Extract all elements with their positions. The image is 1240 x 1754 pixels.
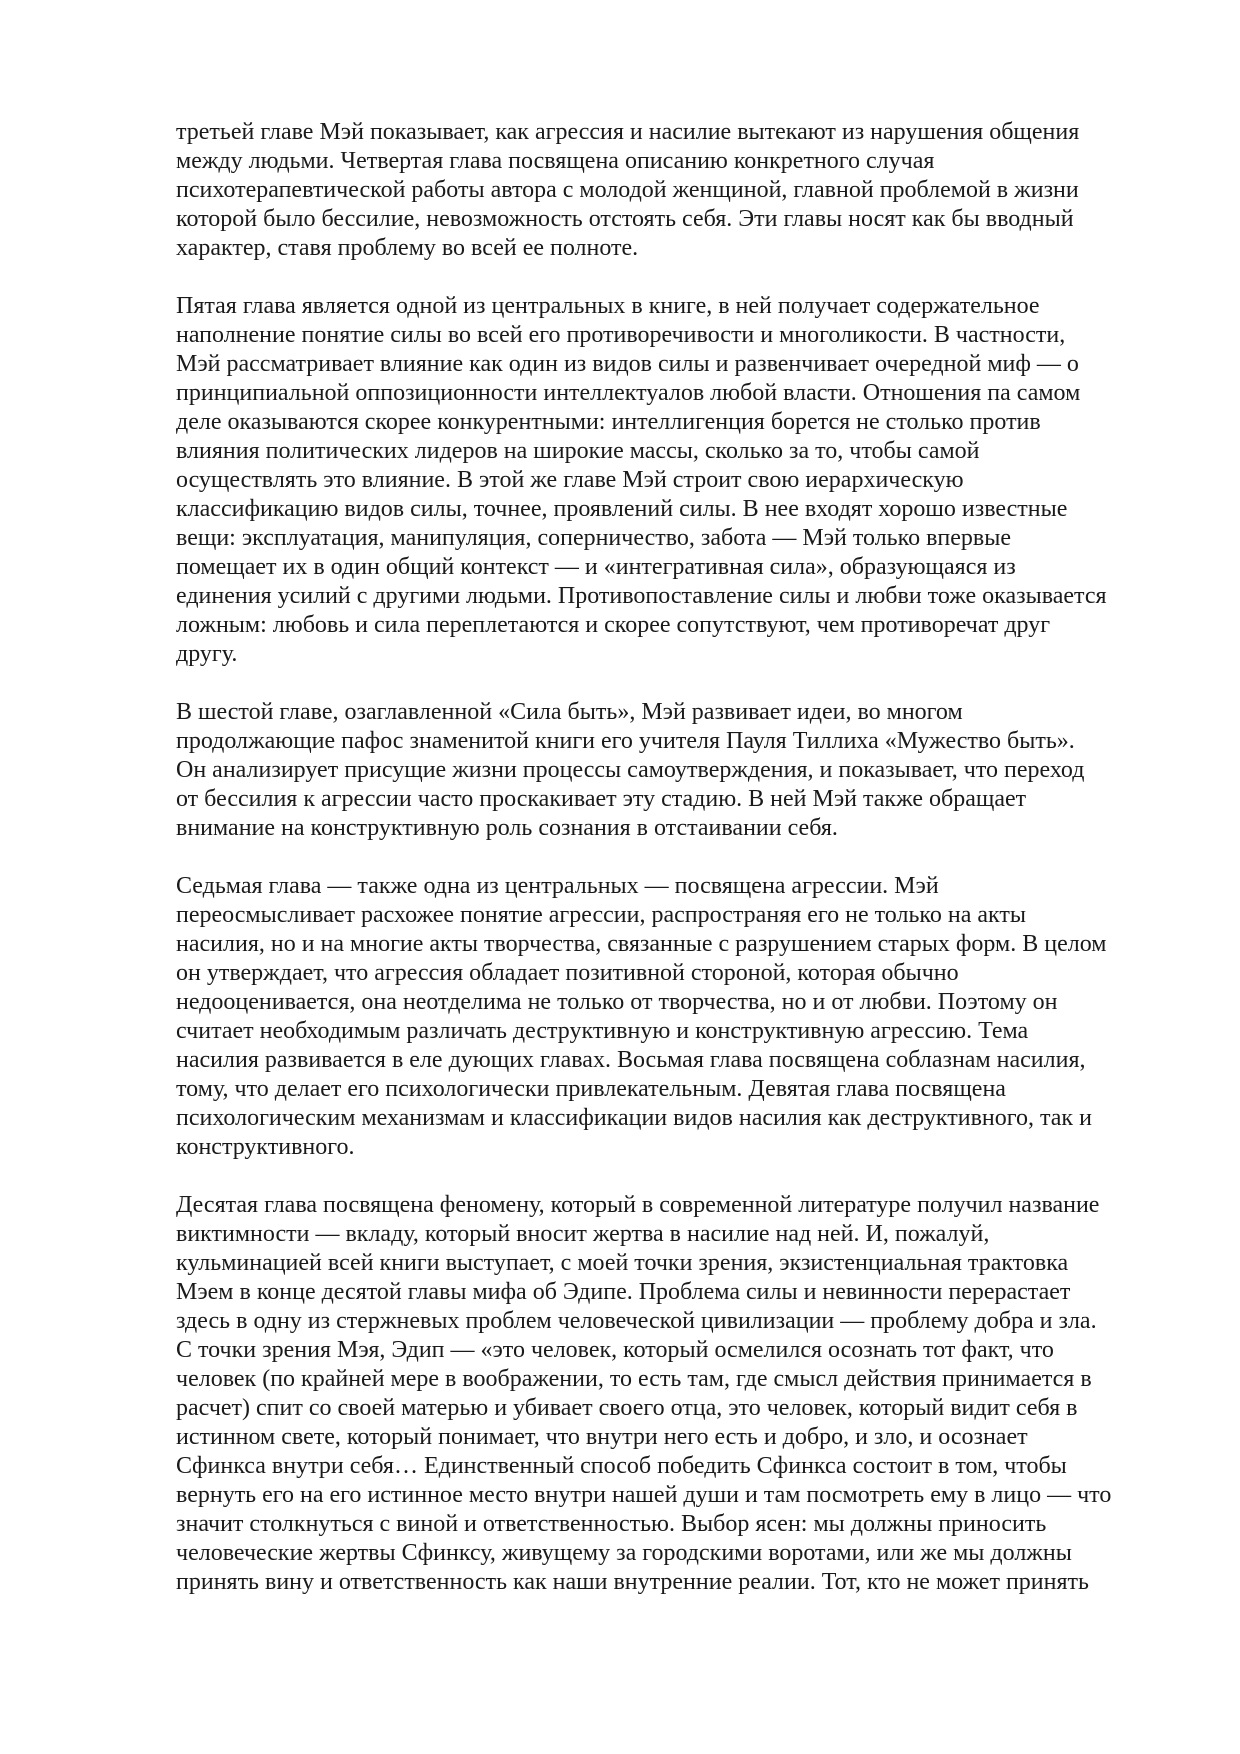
text-line: помещает их в один общий контекст — и «интегративная сила», образующаяся из: [176, 554, 1016, 580]
text-line: Седьмая глава — также одна из центральных — посвящена агрессии. Мэй: [176, 873, 939, 899]
text-line: классификацию видов силы, точнее, проявлений силы. В нее входят хорошо известные: [176, 496, 1068, 522]
paragraph-4: [176, 872, 1166, 1162]
text-line: переосмысливает расхожее понятие агрессии, распространяя его не только на акты: [176, 902, 1026, 928]
text-line: другу.: [176, 641, 238, 667]
paragraph-1: [176, 118, 1166, 263]
text-line: психологическим механизмам и классификации видов насилия как деструктивного, так и: [176, 1105, 1092, 1131]
document-page: [176, 118, 1166, 1626]
text-line: здесь в одну из стержневых проблем человеческой цивилизации — проблему добра и зла.: [176, 1308, 1097, 1334]
text-line: Мэй рассматривает влияние как один из видов силы и развенчивает очередной миф — о: [176, 351, 1079, 377]
text-line: деле оказываются скорее конкурентными: интеллигенция борется не столько против: [176, 409, 1041, 435]
text-line: Мэем в конце десятой главы мифа об Эдипе. Проблема силы и невинности перерастает: [176, 1279, 1071, 1305]
text-line: Десятая глава посвящена феномену, который в современной литературе получил название: [176, 1192, 1100, 1218]
text-line: считает необходимым различать деструктивную и конструктивную агрессию. Тема: [176, 1018, 1029, 1044]
text-line: недооценивается, она неотделима не только от творчества, но и от любви. Поэтому он: [176, 989, 1058, 1015]
text-line: третьей главе Мэй показывает, как агрессия и насилие вытекают из нарушения общения: [176, 119, 1080, 145]
text-line: вещи: эксплуатация, манипуляция, соперничество, забота — Мэй только впервые: [176, 525, 1012, 551]
text-line: психотерапевтической работы автора с молодой женщиной, главной проблемой в жизни: [176, 177, 1079, 203]
text-line: принять вину и ответственность как наши внутренние реалии. Тот, кто не может принять: [176, 1569, 1089, 1595]
text-line: единения усилий с другими людьми. Противопоставление силы и любви тоже оказывается: [176, 583, 1107, 609]
text-line: внимание на конструктивную роль сознания в отстаивании себя.: [176, 815, 838, 841]
text-line: конструктивного.: [176, 1134, 355, 1160]
text-line: Он анализирует присущие жизни процессы самоутверждения, и показывает, что переход: [176, 757, 1085, 783]
text-line: человеческие жертвы Сфинксу, живущему за городскими воротами, или же мы должны: [176, 1540, 1072, 1566]
paragraph-5: [176, 1191, 1166, 1597]
text-line: тому, что делает его психологически привлекательным. Девятая глава посвящена: [176, 1076, 1006, 1102]
text-line: истинном свете, который понимает, что внутри него есть и добро, и зло, и осознает: [176, 1424, 1028, 1450]
text-line: между людьми. Четвертая глава посвящена описанию конкретного случая: [176, 148, 935, 174]
text-line: В шестой главе, озаглавленной «Сила быть», Мэй развивает идеи, во многом: [176, 699, 963, 725]
text-line: расчет) спит со своей матерью и убивает своего отца, это человек, который видит себя в: [176, 1395, 1078, 1421]
text-line: влияния политических лидеров на широкие массы, сколько за то, чтобы самой: [176, 438, 980, 464]
text-line: он утверждает, что агрессия обладает позитивной стороной, которая обычно: [176, 960, 959, 986]
text-line: которой было бессилие, невозможность отстоять себя. Эти главы носят как бы вводный: [176, 206, 1074, 232]
text-line: кульминацией всей книги выступает, с моей точки зрения, экзистенциальная трактовка: [176, 1250, 1069, 1276]
text-line: насилия развивается в еле дующих главах. Восьмая глава посвящена соблазнам насилия,: [176, 1047, 1086, 1073]
text-line: насилия, но и на многие акты творчества, связанные с разрушением старых форм. В целом: [176, 931, 1107, 957]
text-line: осуществлять это влияние. В этой же главе Мэй строит свою иерархическую: [176, 467, 964, 493]
text-line: человек (по крайней мере в воображении, то есть там, где смысл действия принимается в: [176, 1366, 1092, 1392]
paragraph-2: [176, 292, 1166, 669]
text-line: принципиальной оппозиционности интеллектуалов любой власти. Отношения па самом: [176, 380, 1081, 406]
text-line: Пятая глава является одной из центральных в книге, в ней получает содержательное: [176, 293, 1040, 319]
text-line: продолжающие пафос знаменитой книги его учителя Пауля Тиллиха «Мужество быть».: [176, 728, 1075, 754]
text-line: Сфинкса внутри себя… Единственный способ победить Сфинкса состоит в том, чтобы: [176, 1453, 1067, 1479]
text-line: наполнение понятие силы во всей его противоречивости и многоликости. В частности,: [176, 322, 1066, 348]
text-line: характер, ставя проблему во всей ее полноте.: [176, 235, 639, 261]
text-line: от бессилия к агрессии часто проскакивает эту стадию. В ней Мэй также обращает: [176, 786, 1027, 812]
text-line: ложным: любовь и сила переплетаются и скорее сопутствуют, чем противоречат друг: [176, 612, 1051, 638]
text-line: вернуть его на его истинное место внутри нашей души и там посмотреть ему в лицо — что: [176, 1482, 1112, 1508]
paragraph-3: [176, 698, 1166, 843]
text-line: С точки зрения Мэя, Эдип — «это человек, который осмелился осознать тот факт, что: [176, 1337, 1054, 1363]
text-line: значит столкнуться с виной и ответственностью. Выбор ясен: мы должны приносить: [176, 1511, 1047, 1537]
text-line: виктимности — вкладу, который вносит жертва в насилие над ней. И, пожалуй,: [176, 1221, 990, 1247]
